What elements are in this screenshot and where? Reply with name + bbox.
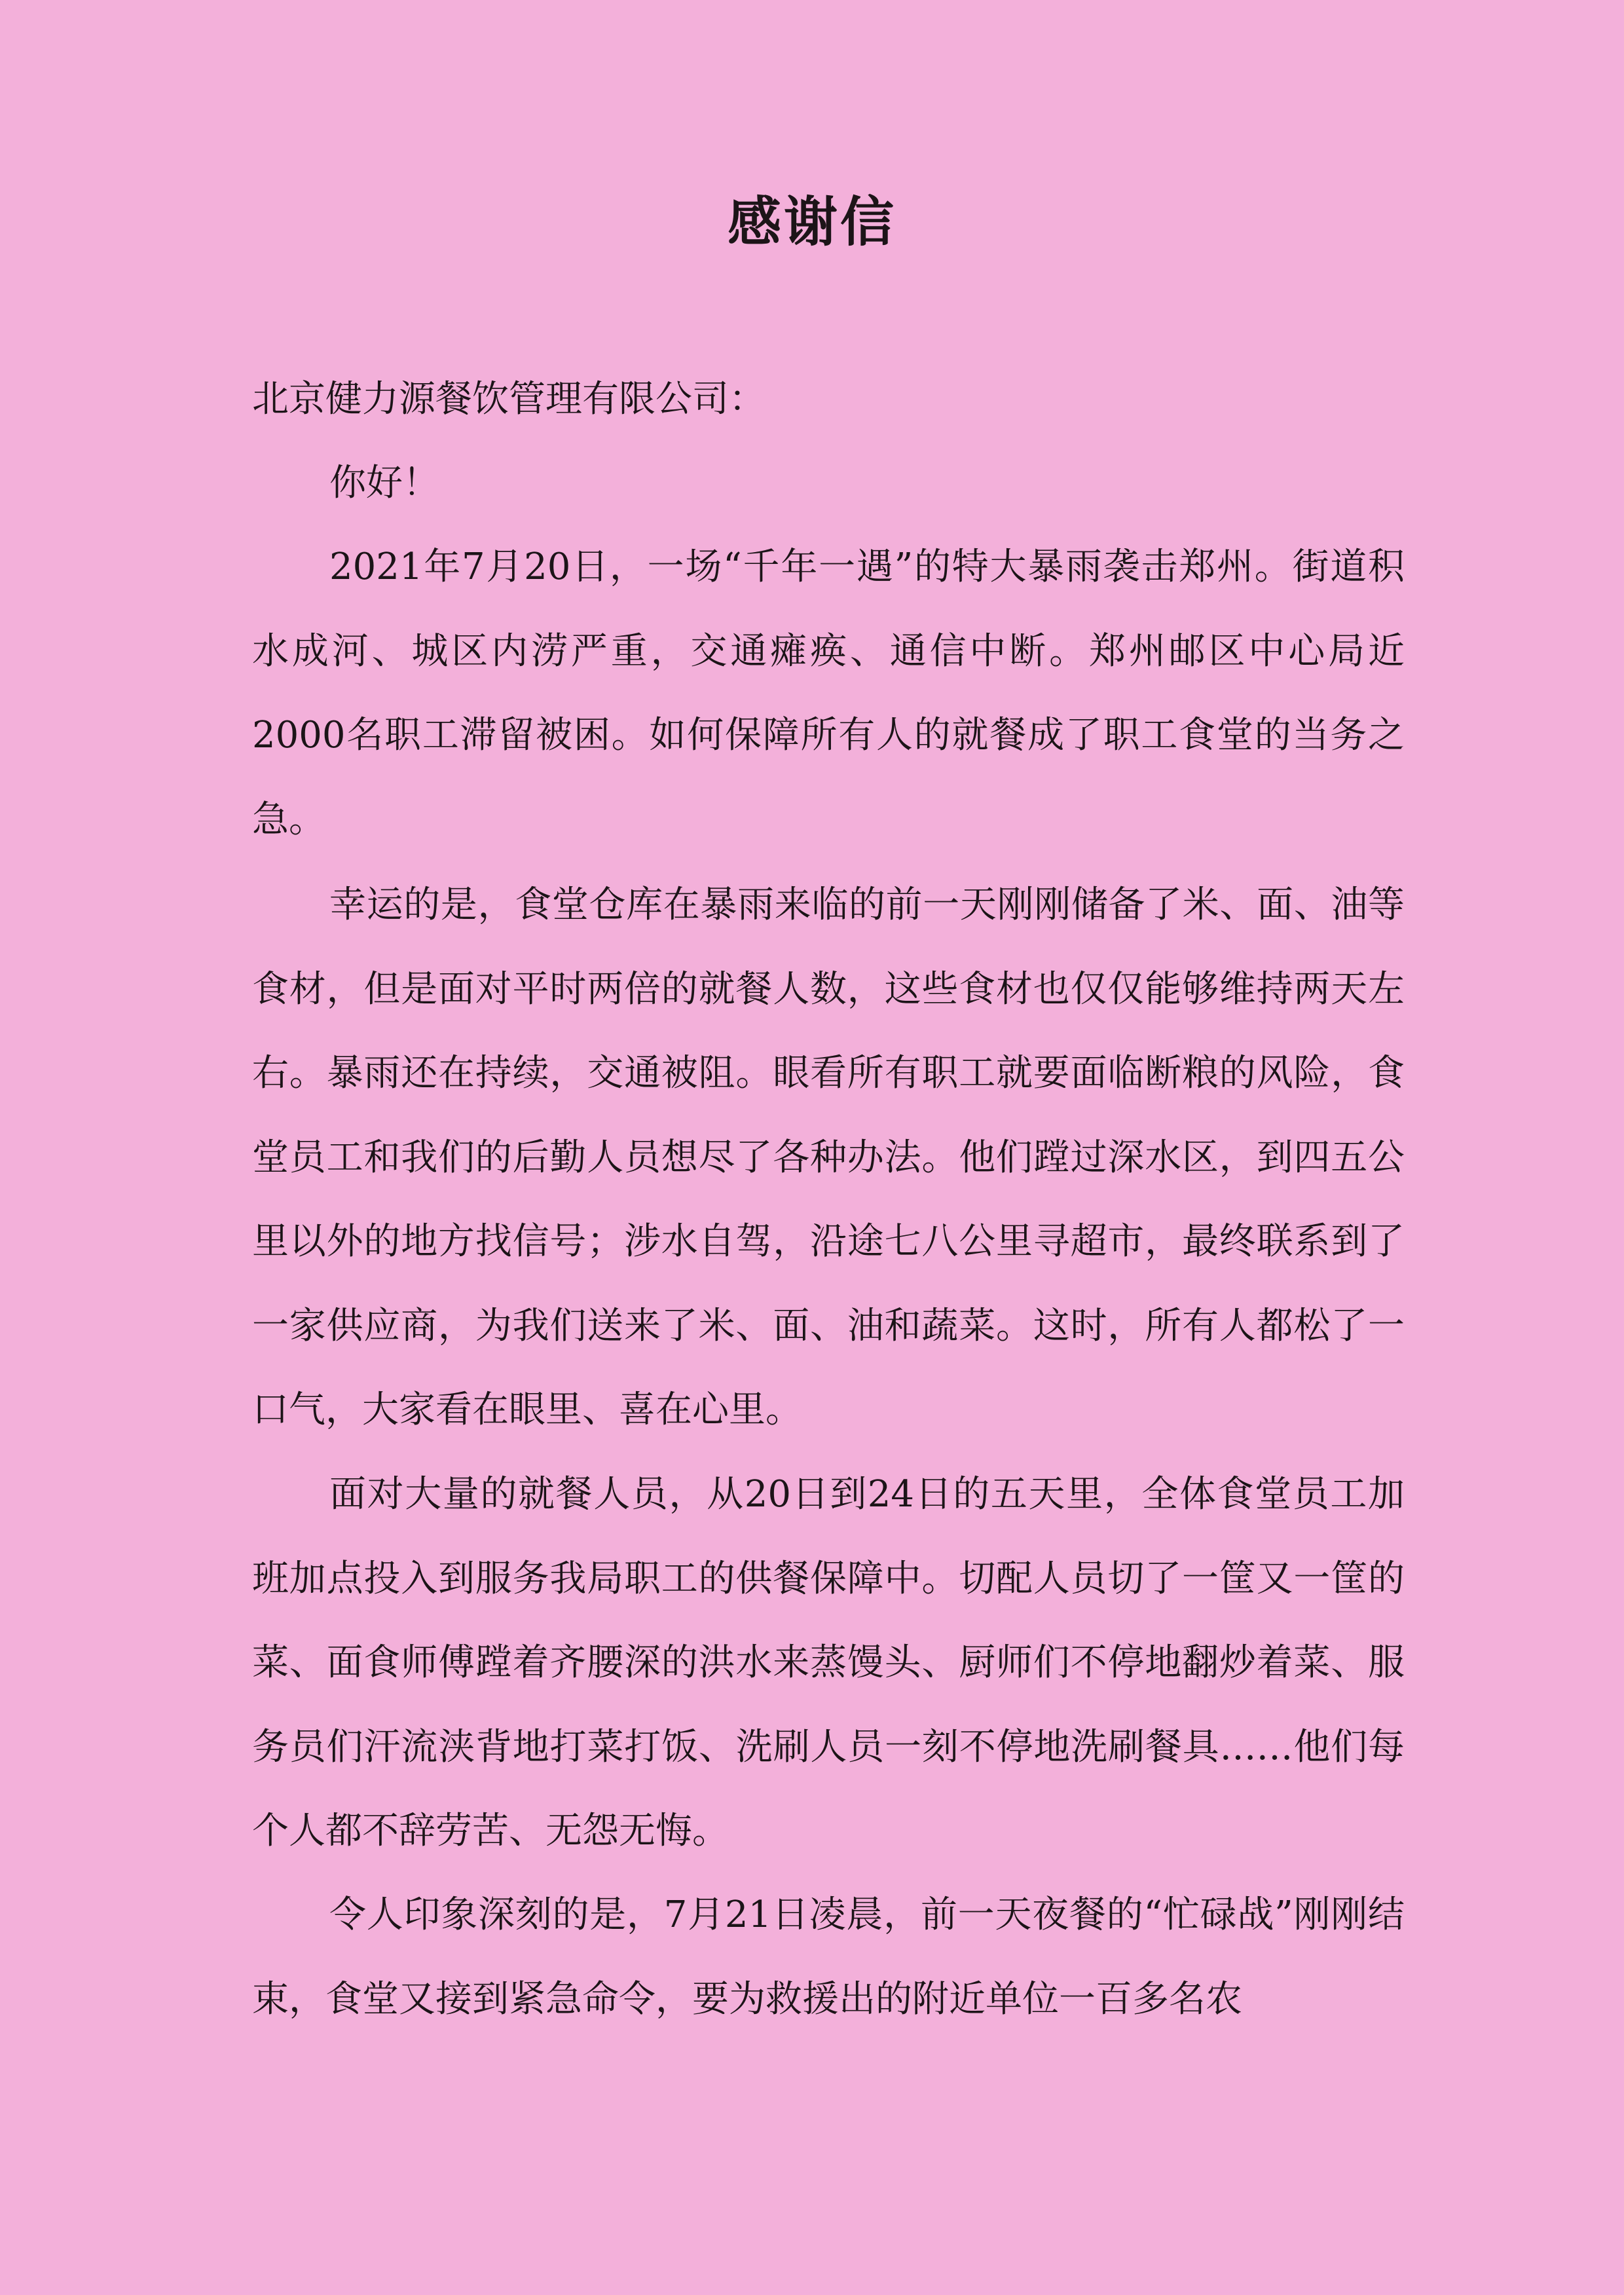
letter-addressee: 北京健力源餐饮管理有限公司： bbox=[252, 378, 766, 420]
letter-greeting: 你好！ bbox=[329, 462, 439, 504]
letter-paragraph: 2021年7月20日，一场“千年一遇”的特大暴雨袭击郑州。街道积水成河、城区内涝严重，交通瘫痪、通信中断。郑州邮区中心局近2000名职工滞留被困。如何保障所有人的就餐成了职工食堂的当务之急。 bbox=[252, 546, 1405, 841]
letter-title: 感谢信 bbox=[727, 191, 896, 253]
letter-paragraph: 幸运的是，食堂仓库在暴雨来临的前一天刚刚储备了米、面、油等食材，但是面对平时两倍的就餐人数，这些食材也仅仅能够维持两天左右。暴雨还在持续，交通被阻。眼看所有职工就要面临断粮的风险，食堂员工和我们的后勤人员想尽了各种办法。他们蹚过深水区，到四五公里以外的地方找信号；涉水自驾，沿途七八公里寻超市，最终联系到了一家供应商，为我们送来了米、面、油和蔬菜。这时，所有人都松了一口气，大家看在眼里、喜在心里。 bbox=[252, 884, 1405, 1431]
letter-paragraph: 面对大量的就餐人员，从20日到24日的五天里，全体食堂员工加班加点投入到服务我局职工的供餐保障中。切配人员切了一筐又一筐的菜、面食师傅蹚着齐腰深的洪水来蒸馒头、厨师们不停地翻炒着菜、服务员们汗流浃背地打菜打饭、洗刷人员一刻不停地洗刷餐具……他们每个人都不辞劳苦、无怨无悔。 bbox=[252, 1473, 1405, 1852]
letter-paragraph: 令人印象深刻的是，7月21日凌晨，前一天夜餐的“忙碌战”刚刚结束，食堂又接到紧急命令，要为救援出的附近单位一百多名农 bbox=[252, 1894, 1405, 2021]
